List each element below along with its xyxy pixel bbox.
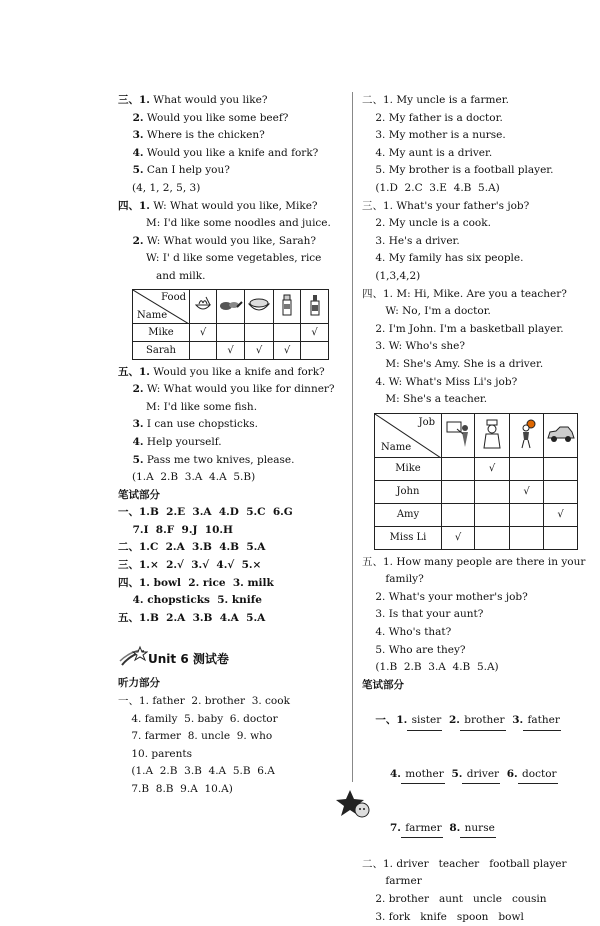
- table-cell: [217, 323, 245, 341]
- section-2-listening: [362, 92, 590, 198]
- text-line: 7. farmer 8. uncle 9. who: [118, 730, 273, 743]
- table-cell: √: [245, 341, 274, 359]
- text-line: [118, 198, 344, 216]
- written-answers-4: 四、1. bowl 2. rice 3. milk: [118, 576, 274, 589]
- item-text: and milk.: [132, 269, 206, 282]
- item-number: 四、1.: [118, 199, 150, 212]
- table-cell: [544, 457, 578, 480]
- text-line: [118, 250, 344, 268]
- item-text: Would you like a knife and fork?: [143, 146, 319, 159]
- answer-key: (1.A 2.B 3.A 4.A 5.B): [132, 471, 256, 484]
- item-number: 4.: [375, 767, 401, 780]
- written-section-heading: 笔试部分: [362, 678, 404, 691]
- table-cell: [442, 480, 475, 503]
- item-number: [118, 270, 133, 282]
- answer-blank: doctor: [518, 766, 558, 785]
- section-5-listening: [118, 364, 344, 470]
- table-row: [133, 323, 329, 341]
- item-text: Can I help you?: [143, 164, 230, 177]
- text-line: (1.B 2.B 3.A 4.B 5.A): [362, 661, 499, 674]
- text-line: [118, 92, 344, 110]
- text-line: 7.B 8.B 9.A 10.A): [118, 783, 233, 795]
- text-line: 2. What's your mother's job?: [362, 590, 528, 603]
- table-cell: [190, 341, 217, 359]
- item-text: W: What would you like, Sarah?: [143, 234, 316, 247]
- item-text: What would you like?: [149, 94, 268, 106]
- table-cell: [475, 526, 510, 549]
- table-row: [375, 503, 578, 526]
- text-line: 一、1. father 2. brother 3. cook: [118, 695, 290, 708]
- table-cell: [544, 480, 578, 503]
- text-line: [118, 268, 344, 286]
- text-line: 五、1. How many people are there in your: [362, 555, 586, 568]
- written-answers-2: [362, 856, 590, 926]
- unit-title: Unit 6 测试卷: [148, 651, 229, 666]
- section-3-listening: [118, 92, 344, 180]
- written-answers-4b: 4. chopsticks 5. knife: [118, 594, 262, 607]
- item-number: 8.: [449, 821, 461, 834]
- text-line: [118, 233, 344, 251]
- table-cell: [442, 457, 475, 480]
- answer-blank: father: [523, 712, 561, 731]
- table-cell: [442, 503, 475, 526]
- item-text: M: I'd like some noodles and juice.: [132, 217, 331, 230]
- doctor-icon: [475, 413, 510, 457]
- text-line: [118, 162, 344, 180]
- item-number: 5.: [118, 164, 144, 177]
- text-line: [118, 452, 344, 470]
- text-line: (1.A 2.B 3.B 4.A 5.B 6.A: [118, 765, 275, 778]
- item-text: W: What would you like, Mike?: [149, 199, 318, 212]
- table-cell: [301, 341, 329, 359]
- item-number: [118, 401, 133, 413]
- table-row: [133, 341, 329, 359]
- item-number: 五、1.: [118, 365, 150, 378]
- item-number: [118, 252, 133, 264]
- item-number: 2.: [118, 383, 144, 396]
- table-corner-header: [133, 289, 190, 323]
- job-table: [374, 413, 590, 550]
- item-number: 3.: [118, 418, 144, 431]
- text-line: 4. Who's that?: [362, 626, 452, 639]
- written-section-heading: 笔试部分: [118, 488, 160, 501]
- item-number: 2.: [118, 234, 144, 247]
- item-text: Would you like some beef?: [143, 111, 289, 124]
- unit-heading: [118, 645, 344, 671]
- text-line: 三、1. What's your father's job?: [362, 199, 530, 212]
- text-line: 2. My uncle is a cook.: [362, 217, 491, 230]
- text-line: family?: [362, 573, 424, 586]
- table-row: [375, 526, 578, 549]
- section-3-listening: [362, 198, 590, 286]
- table-row: [375, 480, 578, 503]
- text-line: 3. fork knife spoon bowl: [362, 910, 524, 923]
- written-answers-3: 三、1.× 2.√ 3.√ 4.√ 5.×: [118, 559, 262, 572]
- table-cell: [245, 323, 274, 341]
- car-icon: [544, 413, 578, 457]
- item-text: Pass me two knives, please.: [143, 453, 295, 466]
- text-line: 4. My aunt is a driver.: [362, 146, 493, 159]
- text-line: 4. W: What's Miss Li's job?: [362, 375, 518, 388]
- row-name: Mike: [375, 457, 442, 480]
- text-line: 二、1. My uncle is a farmer.: [362, 94, 509, 106]
- written-answers-1: 一、1.B 2.E 3.A 4.D 5.C 6.G: [118, 506, 293, 519]
- item-number: [118, 217, 133, 229]
- teacher-icon: [442, 413, 475, 457]
- table-cell: [510, 503, 544, 526]
- table-cell: √: [475, 457, 510, 480]
- answer-blank: brother: [460, 712, 506, 731]
- text-line: 2. I'm John. I'm a basketball player.: [362, 322, 564, 335]
- vegetables-icon: [217, 289, 245, 323]
- name-header: Name: [381, 441, 412, 453]
- text-line: 4. My family has six people.: [362, 252, 524, 265]
- noodle-bowl-icon: [190, 289, 217, 323]
- answer-key: (4, 1, 2, 5, 3): [132, 181, 201, 194]
- text-line: 2. brother aunt uncle cousin: [362, 892, 547, 905]
- row-name: Miss Li: [375, 526, 442, 549]
- item-number: 7.: [375, 821, 401, 834]
- text-line: 3. W: Who's she?: [362, 340, 465, 353]
- food-table: [132, 289, 344, 360]
- star-mascot-icon: [336, 788, 372, 823]
- written-answers-1b: [362, 748, 590, 802]
- item-number: 4.: [118, 146, 144, 159]
- written-answers-1b: 7.I 8.F 9.J 10.H: [118, 523, 233, 536]
- basketball-player-icon: [510, 413, 544, 457]
- text-line: 10. parents: [118, 747, 192, 760]
- text-line: 2. My father is a doctor.: [362, 111, 503, 124]
- text-line: [118, 127, 344, 145]
- table-cell: [510, 526, 544, 549]
- table-cell: √: [544, 503, 578, 526]
- written-answers-1: [362, 694, 590, 748]
- row-name: Amy: [375, 503, 442, 526]
- item-number: 5.: [451, 767, 463, 780]
- milk-bottle-icon: [274, 289, 301, 323]
- right-column: [362, 92, 590, 926]
- food-header: Food: [161, 291, 186, 303]
- text-line: farmer: [362, 875, 422, 888]
- table-cell: [544, 526, 578, 549]
- rice-bowl-icon: [245, 289, 274, 323]
- left-column: [118, 92, 344, 799]
- text-line: [118, 110, 344, 128]
- text-line: 3. He's a driver.: [362, 234, 460, 247]
- answer-blank: driver: [462, 766, 500, 785]
- item-number: 一、1.: [375, 714, 408, 727]
- text-line: 3. My mother is a nurse.: [362, 129, 506, 142]
- item-text: M: I'd like some fish.: [132, 400, 258, 413]
- row-name: Sarah: [133, 341, 190, 359]
- section-4-listening: [362, 286, 590, 409]
- unit-answers-1: [118, 693, 344, 799]
- text-line: [118, 381, 344, 399]
- table-cell: √: [274, 341, 301, 359]
- section-4-listening: [118, 198, 344, 286]
- item-text: Help yourself.: [143, 435, 222, 448]
- item-text: W: I' d like some vegetables, rice: [132, 252, 322, 265]
- table-cell: √: [190, 323, 217, 341]
- section-5-listening: [362, 554, 590, 677]
- written-answers-1c: [362, 802, 590, 856]
- table-corner-header: [375, 413, 442, 457]
- answer-blank: nurse: [460, 820, 495, 839]
- text-line: [118, 145, 344, 163]
- row-name: John: [375, 480, 442, 503]
- item-number: 4.: [118, 435, 144, 448]
- item-text: Would you like a knife and fork?: [149, 365, 325, 378]
- written-answers-5: 五、1.B 2.A 3.B 4.A 5.A: [118, 611, 266, 624]
- column-divider: [352, 92, 353, 782]
- name-header: Name: [137, 309, 168, 321]
- text-line: M: She's a teacher.: [362, 393, 488, 406]
- text-line: 5. Who are they?: [362, 643, 466, 656]
- text-line: [118, 364, 344, 382]
- written-answers-2: 二、1.C 2.A 3.B 4.B 5.A: [118, 541, 266, 554]
- text-line: W: No, I'm a doctor.: [362, 305, 491, 318]
- item-number: 3.: [512, 714, 524, 727]
- text-line: [118, 215, 344, 233]
- table-cell: [510, 457, 544, 480]
- answer-blank: mother: [401, 766, 445, 785]
- text-line: [118, 434, 344, 452]
- item-number: 5.: [118, 453, 144, 466]
- table-cell: √: [442, 526, 475, 549]
- table-cell: √: [217, 341, 245, 359]
- text-line: 四、1. M: Hi, Mike. Are you a teacher?: [362, 287, 567, 300]
- juice-bottle-icon: [301, 289, 329, 323]
- table-row: [375, 457, 578, 480]
- text-line: 4. family 5. baby 6. doctor: [118, 712, 278, 725]
- item-number: 6.: [506, 767, 518, 780]
- text-line: M: She's Amy. She is a driver.: [362, 357, 544, 370]
- row-name: Mike: [133, 323, 190, 341]
- text-line: 5. My brother is a football player.: [362, 164, 554, 177]
- answer-blank: sister: [407, 712, 442, 731]
- table-cell: [475, 503, 510, 526]
- item-number: 三、1.: [118, 94, 150, 106]
- job-header: Job: [418, 416, 435, 428]
- item-text: I can use chopsticks.: [143, 418, 258, 431]
- listening-section-heading: 听力部分: [118, 677, 160, 690]
- text-line: (1.D 2.C 3.E 4.B 5.A): [362, 181, 500, 194]
- item-text: W: What would you like for dinner?: [143, 383, 335, 396]
- item-number: 2.: [448, 714, 460, 727]
- table-cell: [475, 480, 510, 503]
- text-line: 二、1. driver teacher football player: [362, 857, 567, 870]
- item-number: 2.: [118, 111, 144, 124]
- table-cell: √: [510, 480, 544, 503]
- star-swoosh-icon: [118, 645, 148, 672]
- table-cell: [274, 323, 301, 341]
- text-line: (1,3,4,2): [362, 269, 421, 282]
- item-number: 3.: [118, 129, 144, 142]
- table-cell: √: [301, 323, 329, 341]
- text-line: [118, 416, 344, 434]
- item-text: Where is the chicken?: [143, 129, 265, 142]
- text-line: [118, 399, 344, 417]
- text-line: 3. Is that your aunt?: [362, 608, 484, 621]
- answer-blank: farmer: [401, 820, 443, 839]
